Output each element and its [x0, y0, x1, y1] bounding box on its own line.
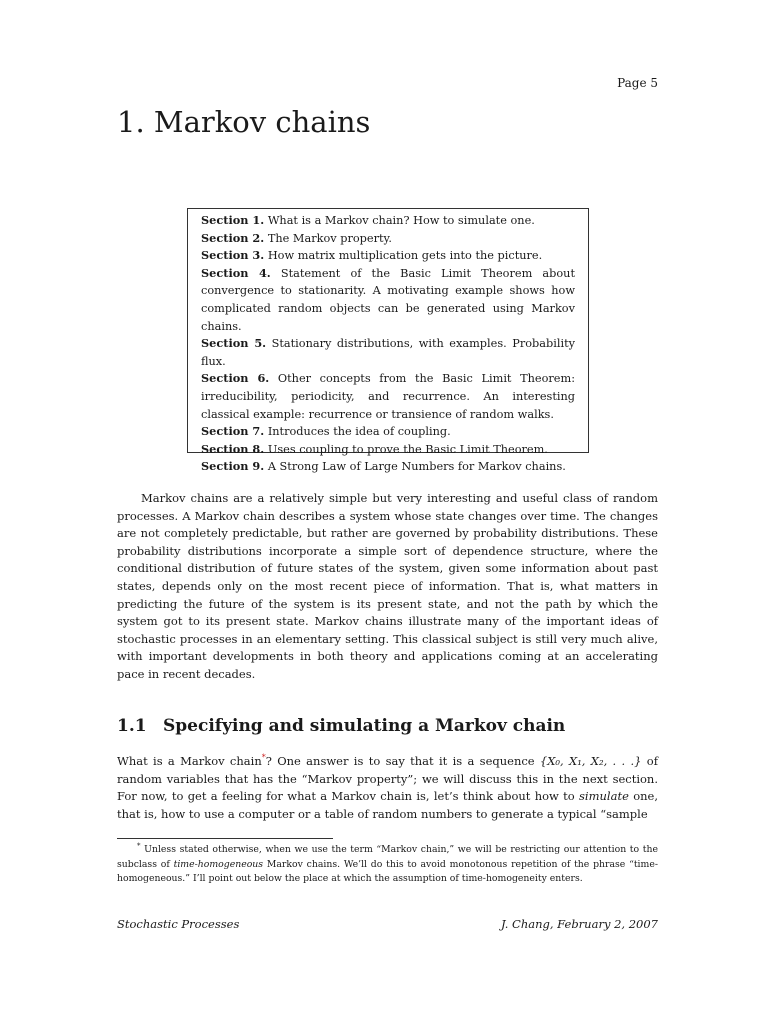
text-run: What is a Markov chain — [117, 754, 262, 768]
toc-label: Section 1. — [201, 213, 265, 227]
toc-entry-section-9 — [201, 458, 575, 476]
chapter-outline-box — [187, 208, 589, 474]
toc-label: Section 4. — [201, 265, 271, 280]
toc-text: Other concepts from the Basic Limit Theorem: irreducibility, periodicity, and recurrence. An interesting classical example: recurrence or transience of random walks. — [201, 372, 575, 421]
section-paragraph — [117, 753, 658, 823]
toc-label: Section 6. — [201, 371, 270, 386]
toc-entry-section-4 — [201, 265, 575, 335]
toc-entry-section-2 — [201, 230, 575, 248]
toc-text: What is a Markov chain? How to simulate one. — [267, 214, 535, 227]
emphasis: simulate — [579, 789, 629, 804]
text-run: one, that is, how to use a computer or a table of random numbers to generate a typical “sample — [117, 789, 658, 821]
toc-text: Introduces the idea of coupling. — [267, 425, 451, 439]
toc-label: Section 3. — [201, 248, 265, 263]
chapter-title: 1. Markov chains — [117, 105, 371, 139]
toc-entry-section-3 — [201, 247, 575, 265]
toc-entry-section-7 — [201, 423, 575, 441]
math-sequence: {X₀, X₁, X₂, . . .} — [539, 754, 642, 768]
toc-label: Section 2. — [201, 230, 265, 245]
toc-text: Uses coupling to prove the Basic Limit Theorem. — [267, 442, 548, 456]
toc-label: Section 9. — [201, 459, 265, 474]
page-number: Page 5 — [617, 76, 658, 90]
toc-label: Section 8. — [201, 441, 265, 456]
text-run: Markov chains. We’ll do this to avoid monotonous repetition of the phrase “time-homogeneous.” I’ll point out below the place at which the assumption of time-homogeneity enters. — [117, 858, 658, 885]
text-run: Unless stated otherwise, when we use the term “Markov chain,” we will be restricting our attention to the subclass of — [117, 844, 658, 870]
toc-text: The Markov property. — [267, 231, 392, 245]
toc-text: Stationary distributions, with examples. Probability flux. — [201, 337, 575, 368]
text-run: ? One answer is to say that it is a sequence — [265, 754, 540, 768]
footer-book-title: Stochastic Processes — [117, 917, 240, 931]
footer-author-date: J. Chang, February 2, 2007 — [501, 917, 658, 931]
toc-entry-section-5 — [201, 335, 575, 370]
text-run: of random variables that has the “Markov property”; we will discuss this in the next section. For now, to get a feeling for what a Markov chain is, let’s think about how to — [117, 754, 658, 804]
toc-label: Section 7. — [201, 424, 265, 439]
footnote-divider — [117, 838, 333, 839]
toc-entry-section-6 — [201, 370, 575, 423]
toc-text: Statement of the Basic Limit Theorem about convergence to stationarity. A motivating example shows how complicated random objects can be generated using Markov chains. — [201, 266, 575, 333]
emphasis: time-homogeneous — [173, 858, 264, 870]
section-title: Specifying and simulating a Markov chain — [163, 716, 566, 736]
footnote — [117, 843, 658, 887]
footnote-mark: * — [137, 841, 141, 850]
toc-label: Section 5. — [201, 336, 267, 351]
intro-paragraph: Markov chains are a relatively simple but very interesting and useful class of random processes. A Markov chain describes a system whose state changes over time. The changes are not completely predictable, but rather are governed by probability distributions. These probability distributions incorporate a simple sort of dependence structure, where the conditional distribution of future states of the system, given some information about past states, depends only on the most recent piece of information. That is, what matters in predicting the future of the system is its present state, and not the path by which the system got to its present state. Markov chains illustrate many of the important ideas of stochastic processes in an elementary setting. This classical subject is still very much alive, with important developments in both theory and applications coming at an accelerating pace in recent decades. — [117, 491, 658, 681]
toc-text: How matrix multiplication gets into the picture. — [267, 249, 543, 263]
section-heading — [117, 716, 565, 736]
section-number: 1.1 — [117, 716, 147, 736]
footnote-link[interactable]: * — [261, 753, 266, 763]
toc-entry-section-8 — [201, 441, 575, 459]
toc-entry-section-1 — [201, 212, 575, 230]
toc-text: A Strong Law of Large Numbers for Markov chains. — [267, 460, 566, 474]
